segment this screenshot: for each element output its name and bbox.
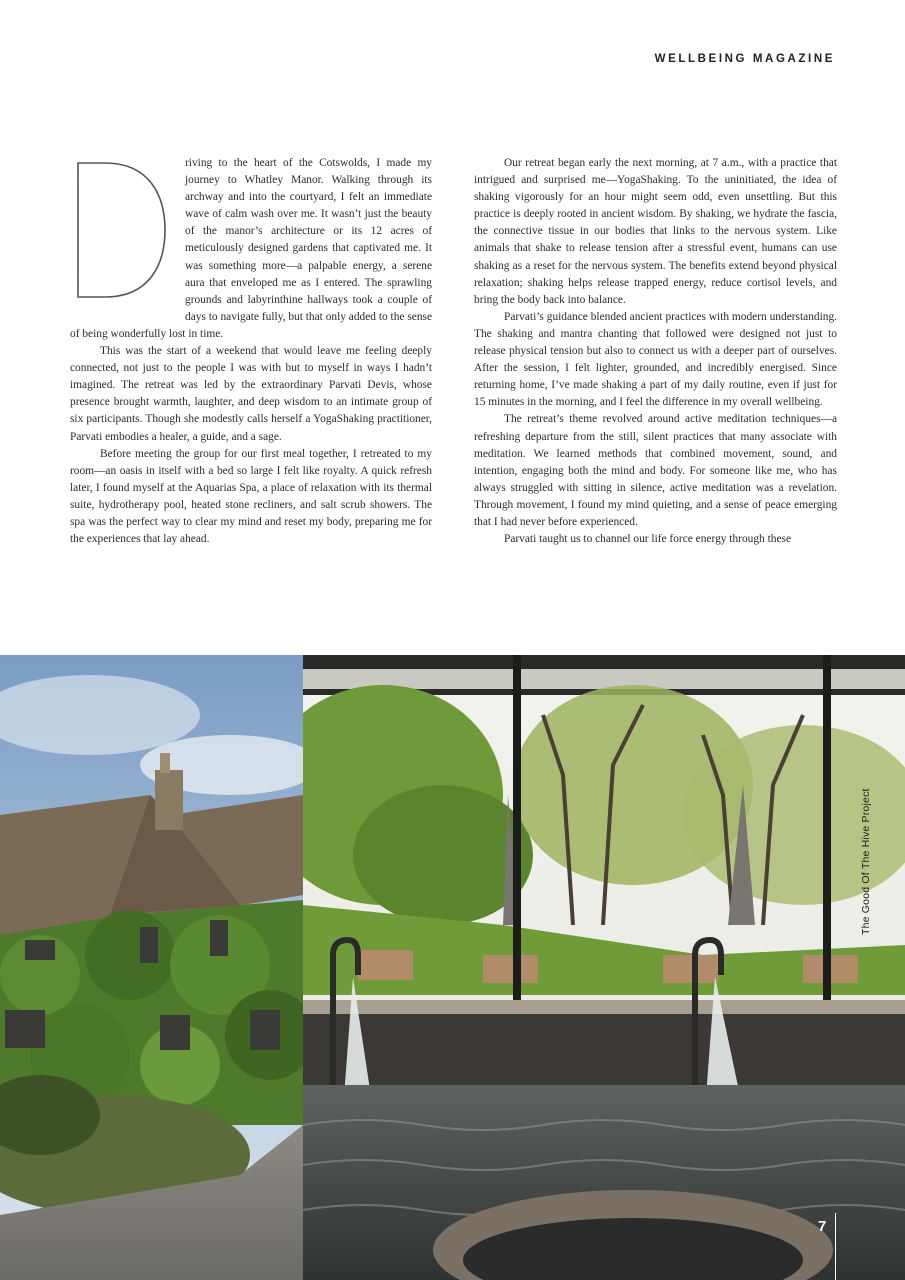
- article-paragraph: Before meeting the group for our first meal together, I retreated to my room—an oasis in itself with a bed so large I felt like royalty. A quick refresh later, I found myself at the Aquarias Spa, a place of relaxation with its thermal suite, hydrotherapy pool, heated stone recliners, and salt scrub showers. The spa was the perfect way to clear my mind and reset my body, preparing me for the experiences that lay ahead.: [70, 447, 432, 546]
- page-number-divider: [835, 1213, 836, 1280]
- spa-photo: [303, 655, 905, 1280]
- photo-credit: The Good Of The Hive Project: [860, 788, 872, 935]
- article-paragraph: Our retreat began early the next morning, at 7 a.m., with a practice that intrigued and surprised me—YogaShaking. To the uninitiated, the idea of shaking vigorously for an hour might seem odd, even unsettling. But this practice is deeply rooted in ancient wisdom. By shaking, we hydrate the fascia, the connective tissue in our bodies that links to the nervous system. Like animals that shake to release tension after a stressful event, humans can use shaking as a reset for the nervous system. The benefits extend beyond physical relaxation; shaking helps release trapped energy, reduce cortisol levels, and bring the body back into balance.: [474, 157, 837, 306]
- article-paragraph: The retreat’s theme revolved around active meditation techniques—a refreshing departure from the still, silent practices that many associate with meditation. We learned methods that combined movement, sound, and intention, engaging both the mind and body. For someone like me, who has always struggled with sitting in silence, active meditation was a revelation. Through movement, I found my mind quieting, and a sense of peace emerging that I had never before experienced.: [474, 413, 837, 528]
- page-number: 7: [818, 1218, 827, 1235]
- article-paragraph: Parvati taught us to channel our life force energy through these: [504, 533, 791, 546]
- article-paragraph: Parvati’s guidance blended ancient practices with modern understanding. The shaking and mantra chanting that followed were designed not just to release physical tension but also to connect us with a deeper part of ourselves. After the session, I felt lighter, grounded, and incredibly energised. Since returning home, I’ve made shaking a part of my daily routine, even if just for 15 minutes in the morning, and I feel the difference in my overall wellbeing.: [474, 310, 837, 409]
- article-paragraph: riving to the heart of the Cotswolds, I made my journey to Whatley Manor. Walking through its archway and into the courtyard, I felt an immediate wave of calm wash over me. It wasn’t just the beauty of the manor’s architecture or its 12 acres of meticulously designed gardens that captivated me. It was something more—a palpable energy, a serene aura that enveloped me as I entered. The sprawling grounds and labyrinthine hallways took a couple of days to navigate fully, but that only added to the sense of being wonderfully lost in time.: [70, 157, 432, 340]
- dropcap-D: [65, 155, 185, 325]
- article-paragraph: This was the start of a weekend that would leave me feeling deeply connected, not just to the people I was with but to myself in ways I hadn’t imagined. The retreat was led by the extraordinary Parvati Devis, whose presence brought warmth, laughter, and deep wisdom to an intimate group of six participants. Though she modestly calls herself a YogaShaking practitioner, Parvati embodies a healer, a guide, and a sage.: [70, 345, 432, 443]
- manor-photo: [0, 655, 303, 1280]
- publication-header: WELLBEING MAGAZINE: [654, 53, 835, 65]
- article-column-left: [70, 155, 432, 548]
- article-column-right: [474, 155, 837, 548]
